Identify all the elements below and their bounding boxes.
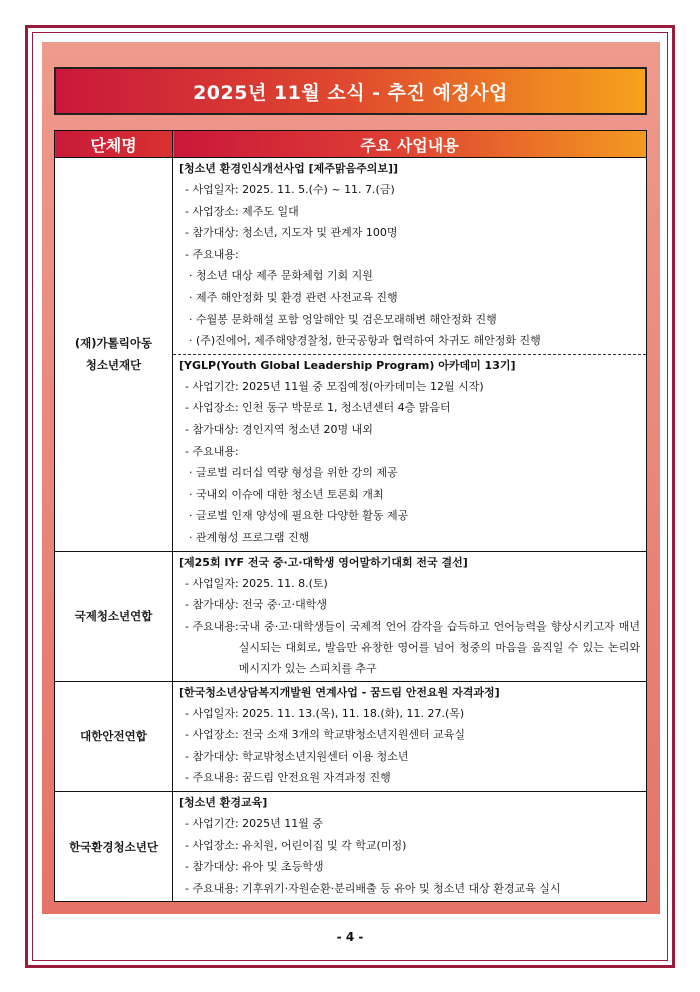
detail-line: · 글로벌 리더십 역량 형성을 위한 강의 제공	[189, 466, 398, 480]
org-name-cell	[55, 681, 173, 791]
program-title: [제25회 IYF 전국 중·고·대학생 영어말하기대회 전국 결선]	[179, 555, 468, 569]
detail-line: - 주요내용:	[185, 247, 239, 261]
detail-line: - 참가대상: 학교밖청소년지원센터 이용 청소년	[185, 749, 409, 763]
title-banner	[54, 67, 647, 115]
table-row	[55, 158, 647, 552]
program-section	[173, 552, 646, 681]
header-org: 단체명	[55, 131, 173, 158]
program-title: [YGLP(Youth Global Leadership Program) 아카데미 13기]	[179, 358, 516, 372]
content-cell	[173, 681, 647, 791]
table-row	[55, 792, 647, 902]
table-row	[55, 551, 647, 681]
org-name: 대한안전연합	[80, 729, 147, 744]
detail-line: · 청소년 대상 제주 문화체험 기회 지원	[189, 269, 373, 283]
table-row	[55, 681, 647, 791]
detail-line: - 사업장소: 인천 동구 박문로 1, 청소년센터 4층 맑음터	[185, 401, 451, 415]
program-section	[173, 354, 646, 551]
detail-label: - 주요내용:	[185, 619, 239, 633]
content-cell	[173, 792, 647, 902]
detail-line: - 사업일자: 2025. 11. 13.(목), 11. 18.(화), 11. 27.(목)	[185, 706, 465, 720]
org-name: (재)가톨릭아동	[74, 336, 153, 351]
detail-line: - 사업기간: 2025년 11월 중 모집예정(아카데미는 12월 시작)	[185, 379, 484, 393]
org-name-cell	[55, 551, 173, 681]
detail-line: · 국내외 이슈에 대한 청소년 토론회 개최	[189, 487, 384, 501]
program-title: [한국청소년상담복지개발원 연계사업 - 꿈드림 안전요원 자격과정]	[179, 685, 500, 699]
header-content: 주요 사업내용	[173, 131, 647, 158]
org-name-cell	[55, 792, 173, 902]
org-name: 청소년재단	[85, 358, 142, 373]
page-number: - 4 -	[336, 930, 364, 944]
org-name: 한국환경청소년단	[69, 839, 158, 854]
org-name: 국제청소년연합	[74, 609, 153, 624]
detail-line: - 주요내용: 꿈드림 안전요원 자격과정 진행	[185, 771, 391, 785]
detail-line: - 사업장소: 전국 소재 3개의 학교밖청소년지원센터 교육실	[185, 728, 466, 742]
detail-line: - 참가대상: 유아 및 초등학생	[185, 860, 324, 874]
content-cell	[173, 551, 647, 681]
program-section	[173, 682, 646, 791]
detail-line: - 사업장소: 제주도 일대	[185, 204, 299, 218]
program-title: [청소년 환경인식개선사업 [제주맑음주의보]]	[179, 162, 399, 175]
program-section	[173, 158, 646, 354]
detail-line: - 사업일자: 2025. 11. 8.(토)	[185, 576, 328, 590]
detail-line: - 주요내용:	[185, 444, 239, 458]
detail-line: - 참가대상: 청소년, 지도자 및 관계자 100명	[185, 226, 398, 240]
detail-line: - 참가대상: 경인지역 청소년 20명 내외	[185, 422, 373, 436]
table-header-row	[55, 131, 647, 158]
detail-line: - 사업장소: 유치원, 어린이집 및 각 학교(미정)	[185, 838, 407, 852]
detail-line: · 수월봉 문화해설 포함 엉알해안 및 검은모래해변 해안정화 진행	[189, 312, 497, 326]
detail-line: · (주)진에어, 제주해양경찰청, 한국공항과 협력하여 차귀도 해안정화 진행	[189, 334, 541, 348]
program-section	[173, 792, 646, 901]
detail-line: - 사업기간: 2025년 11월 중	[185, 817, 324, 831]
detail-line: - 주요내용: 기후위기·자원순환·분리배출 등 유아 및 청소년 대상 환경교육 실시	[185, 881, 561, 895]
detail-line: · 관계형성 프로그램 진행	[189, 530, 310, 544]
content-cell	[173, 158, 647, 552]
program-title: [청소년 환경교육]	[179, 796, 268, 810]
detail-text: 국내 중·고·대학생들이 국제적 언어 감각을 습득하고 언어능력을 향상시키고자 매년 실시되는 대회로, 발음만 유창한 영어를 넘어 청중의 마음을 움직일 수 있는 논리와 메시지가 있는 스피치를 추구	[238, 619, 640, 675]
detail-line: · 글로벌 인재 양성에 필요한 다양한 활동 제공	[189, 509, 409, 523]
page-title: 2025년 11월 소식 - 추진 예정사업	[193, 81, 508, 104]
detail-paragraph	[179, 616, 640, 679]
detail-line: - 참가대상: 전국 중·고·대학생	[185, 598, 328, 612]
detail-line: - 사업일자: 2025. 11. 5.(수) ~ 11. 7.(금)	[185, 183, 395, 196]
program-table	[54, 130, 647, 902]
org-name-cell	[55, 158, 173, 552]
detail-line: · 제주 해안정화 및 환경 관련 사전교육 진행	[189, 290, 398, 304]
